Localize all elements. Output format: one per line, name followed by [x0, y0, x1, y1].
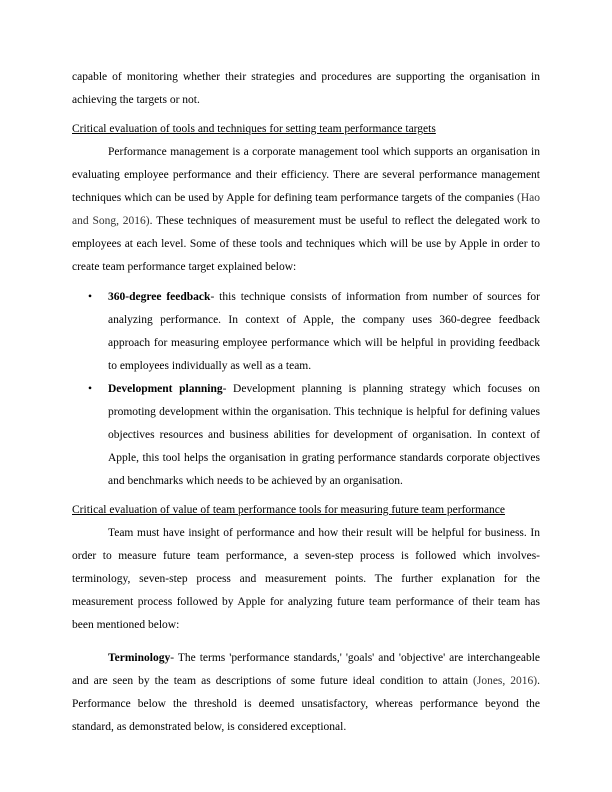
performance-management-paragraph	[72, 141, 540, 279]
bullet-icon: •	[88, 383, 93, 395]
team-insight-paragraph: Team must have insight of performance and how their result will be helpful for business. In order to measure future team performance, a seven-step process is followed which involves- terminology, seven-step process and measurement points. The further explanation for the measurement process followed by Apple for analyzing future team performance of their team has been mentioned below:	[72, 527, 540, 631]
section-heading-target-tools: Critical evaluation of tools and techniques for setting team performance targets	[72, 123, 436, 135]
terminology-paragraph	[72, 647, 540, 739]
list-item	[72, 286, 540, 378]
bullet-icon: •	[88, 291, 93, 303]
paragraph-spacer	[72, 637, 540, 647]
list-item	[72, 378, 540, 493]
paragraph-text: . Performance below the threshold is deemed unsatisfactory, whereas performance beyond the standard, as demonstrated below, is considered exceptional.	[72, 675, 540, 733]
document-page	[72, 66, 540, 739]
citation: (Hao and Song, 2016)	[72, 192, 540, 227]
list-item-term: 360-degree feedback	[108, 291, 211, 303]
paragraph-text: . These techniques of measurement must be useful to reflect the delegated work to employees at each level. Some of these tools and techniques which will be use by Apple in order to create team performance target explained below:	[72, 215, 540, 273]
terminology-term: Terminology	[108, 652, 171, 664]
list-item-term: Development planning	[108, 383, 223, 395]
techniques-list	[72, 286, 540, 493]
list-item-text: - Development planning is planning strategy which focuses on promoting development within the organisation. This technique is helpful for defining values objectives resources and business abilities for development of organisation. In context of Apple, this tool helps the organisation in grating performance standards corporate objectives and benchmarks which needs to be achieved by an organisation.	[108, 383, 540, 487]
section-heading-future-performance: Critical evaluation of value of team performance tools for measuring future team performance	[72, 504, 505, 516]
citation: (Jones, 2016)	[473, 675, 538, 687]
paragraph-text: - The terms 'performance standards,' 'goals' and 'objective' are interchangeable and are seen by the team as descriptions of some future ideal condition to attain	[72, 652, 540, 687]
intro-paragraph: capable of monitoring whether their strategies and procedures are supporting the organisation in achieving the targets or not.	[72, 71, 540, 106]
paragraph-text: Performance management is a corporate management tool which supports an organisation in evaluating employee performance and their efficiency. There are several performance management techniques which can be used by Apple for defining team performance targets of the companies	[72, 146, 540, 204]
list-item-text: - this technique consists of information from number of sources for analyzing performance. In context of Apple, the company uses 360-degree feedback approach for measuring employee performance which will be helpful in providing feedback to employees individually as well as a team.	[108, 291, 541, 372]
